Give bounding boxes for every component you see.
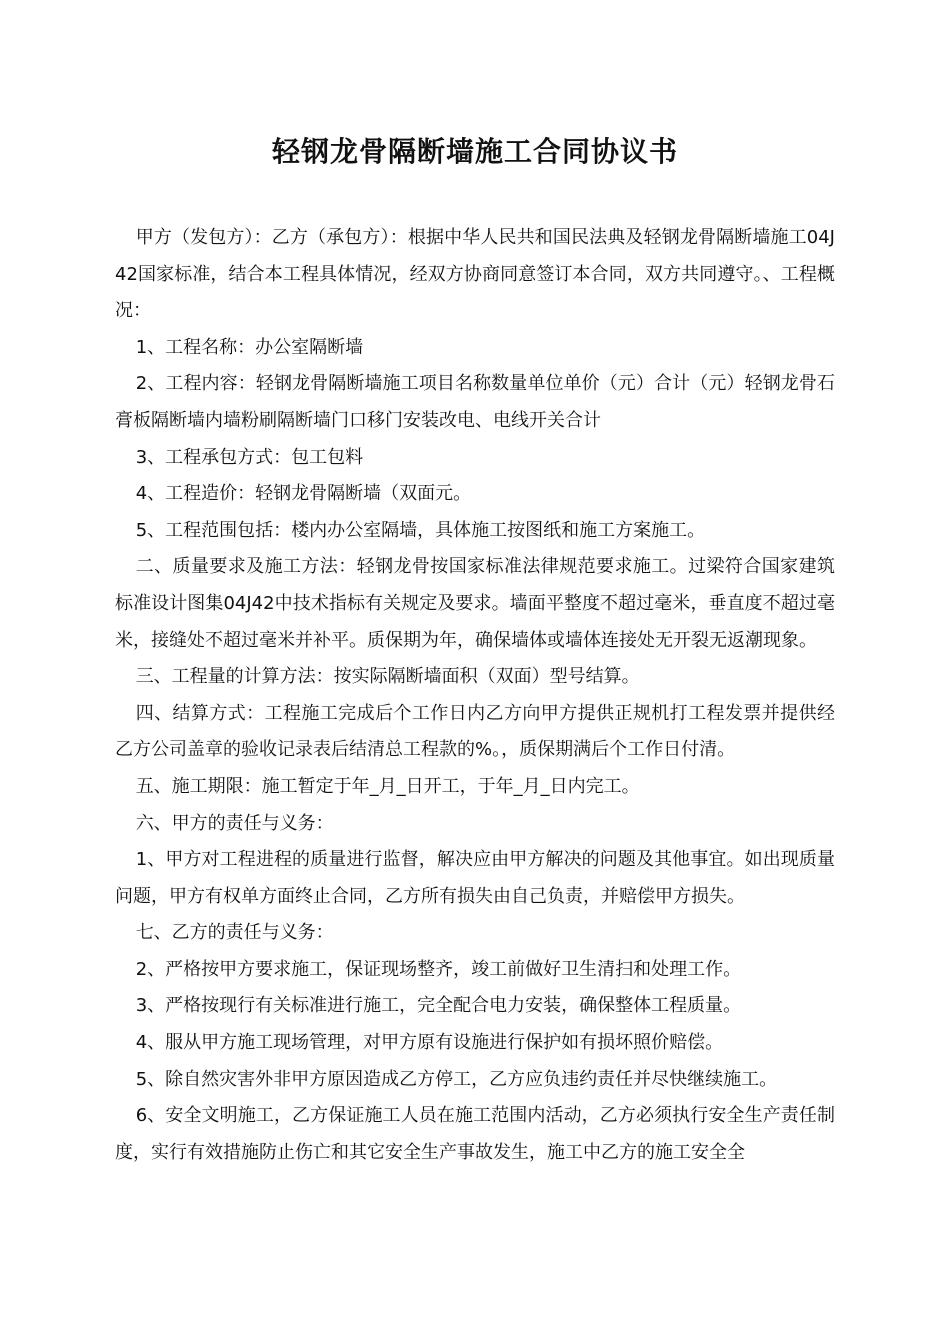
paragraph-project-cost: 4、工程造价：轻钢龙骨隔断墙（双面元。 [135,483,472,505]
paragraph-quantity-calculation: 三、工程量的计算方法：按实际隔断墙面积（双面）型号结算。 [135,666,640,688]
paragraph-contract-method: 3、工程承包方式：包工包料 [135,446,364,468]
paragraph-project-content: 2、工程内容：轻钢龙骨隔断墙施工项目名称数量单位单价（元）合计（元）轻钢龙骨石膏板隔断墙内墙粉刷隔断墙门口移门安装改电、电线开关合计 [115,373,835,431]
heading-party-b-duties: 七、乙方的责任与义务： [135,922,334,944]
document-body [115,220,835,1171]
paragraph-settlement: 四、结算方式：工程施工完成后个工作日内乙方向甲方提供正规机打工程发票并提供经乙方公司盖章的验收记录表后结清总工程款的%。，质保期满后个工作日付清。 [115,702,835,761]
paragraph-party-a-duty-1: 1、甲方对工程进程的质量进行监督，解决应由甲方解决的问题及其他事宜。如出现质量问题，甲方有权单方面终止合同，乙方所有损失由自己负责，并赔偿甲方损失。 [115,849,835,907]
paragraph-project-scope: 5、工程范围包括：楼内办公室隔墙，具体施工按图纸和施工方案施工。 [135,519,706,541]
paragraph-party-b-duty-5: 5、除自然灾害外非甲方原因造成乙方停工，乙方应负违约责任并尽快继续施工。 [135,1068,778,1090]
paragraph-party-b-duty-2: 2、严格按甲方要求施工，保证现场整齐，竣工前做好卫生清扫和处理工作。 [135,958,742,980]
paragraph-party-b-duty-3: 3、严格按现行有关标准进行施工，完全配合电力安装，确保整体工程质量。 [135,995,742,1017]
document-title: 轻钢龙骨隔断墙施工合同协议书 [271,135,678,168]
heading-party-a-duties: 六、甲方的责任与义务： [135,812,334,834]
paragraph-party-b-duty-6: 6、安全文明施工，乙方保证施工人员在施工范围内活动，乙方必须执行安全生产责任制度，实行有效措施防止伤亡和其它安全生产事故发生，施工中乙方的施工安全全 [115,1105,835,1163]
paragraph-quality-requirements: 二、质量要求及施工方法：轻钢龙骨按国家标准法律规范要求施工。过梁符合国家建筑标准设计图集04J42中技术指标有关规定及要求。墙面平整度不超过毫米，垂直度不超过毫米，接缝处不超过毫米并补平。质保期为年，确保墙体或墙体连接处无开裂无返潮现象。 [115,556,835,651]
paragraph-party-b-duty-4: 4、服从甲方施工现场管理，对甲方原有设施进行保护如有损坏照价赔偿。 [135,1032,724,1054]
paragraph-project-name: 1、工程名称：办公室隔断墙 [135,336,364,358]
paragraph-intro: 甲方（发包方）：乙方（承包方）：根据中华人民共和国民法典及轻钢龙骨隔断墙施工04J42国家标准，结合本工程具体情况，经双方协商同意签订本合同，双方共同遵守。、工程概况： [115,227,835,322]
paragraph-construction-period: 五、施工期限：施工暂定于年_月_日开工，于年_月_日内完工。 [135,775,640,797]
